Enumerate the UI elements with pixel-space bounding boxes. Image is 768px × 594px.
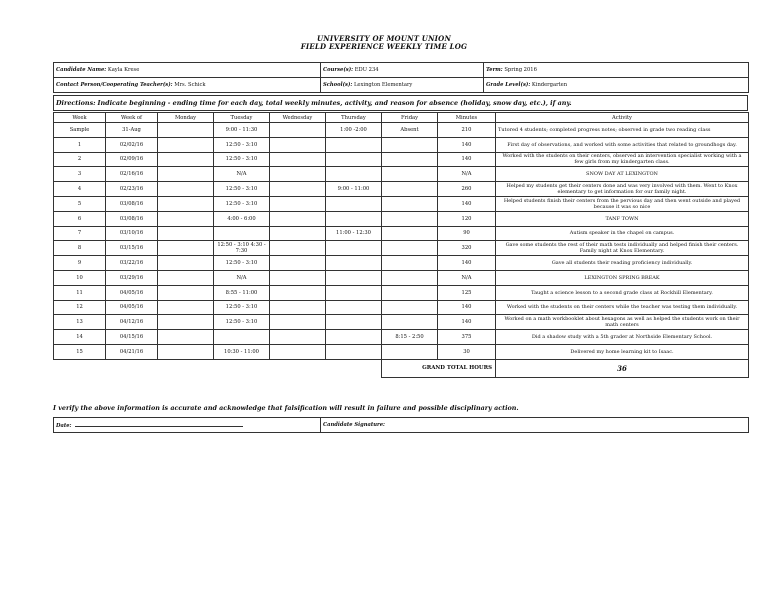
week-of-cell: 02/16/16 bbox=[106, 167, 158, 182]
activity-cell: LEXINGTON SPRING BREAK bbox=[496, 270, 749, 285]
info-row-2 bbox=[54, 78, 749, 93]
week-cell: 10 bbox=[54, 270, 106, 285]
friday-cell bbox=[382, 211, 438, 226]
time-log-table bbox=[53, 112, 749, 378]
wednesday-cell bbox=[270, 344, 326, 359]
grand-total-value: 36 bbox=[496, 359, 749, 377]
wednesday-cell bbox=[270, 137, 326, 152]
week-of-cell: 02/23/16 bbox=[106, 182, 158, 197]
activity-cell: Delivered my home learning kit to Isaac. bbox=[496, 344, 749, 359]
table-row bbox=[54, 196, 749, 211]
signature-row bbox=[54, 418, 749, 433]
time-log-body bbox=[54, 113, 749, 360]
school-value: Lexington Elementary bbox=[353, 82, 413, 88]
minutes-cell: 140 bbox=[438, 137, 496, 152]
tuesday-cell: 12:50 - 3:10 bbox=[214, 182, 270, 197]
week-of-cell: 03/10/16 bbox=[106, 226, 158, 241]
tuesday-cell: 12:50 - 3:10 bbox=[214, 315, 270, 330]
grand-total-label: GRAND TOTAL HOURS bbox=[382, 359, 496, 377]
thursday-cell bbox=[326, 315, 382, 330]
contact-value: Mrs. Schick bbox=[174, 82, 206, 88]
week-cell: 1 bbox=[54, 137, 106, 152]
monday-cell bbox=[158, 300, 214, 315]
thursday-cell: 11:00 - 12:30 bbox=[326, 226, 382, 241]
wednesday-cell bbox=[270, 256, 326, 271]
candidate-name-label: Candidate Name: bbox=[56, 67, 107, 73]
friday-cell bbox=[382, 152, 438, 167]
week-of-cell: 03/22/16 bbox=[106, 256, 158, 271]
week-cell: 7 bbox=[54, 226, 106, 241]
thursday-cell bbox=[326, 256, 382, 271]
tuesday-cell: 8:55 - 11:00 bbox=[214, 285, 270, 300]
table-row bbox=[54, 241, 749, 256]
minutes-cell: 140 bbox=[438, 315, 496, 330]
activity-cell: Worked on a math workbooklet about hexagons as well as helped the students work on their math centers bbox=[496, 315, 749, 330]
date-label: Date: bbox=[56, 423, 72, 429]
thursday-cell bbox=[326, 196, 382, 211]
thursday-cell bbox=[326, 241, 382, 256]
term-value: Spring 2016 bbox=[504, 67, 537, 73]
candidate-name-cell bbox=[54, 63, 321, 78]
directions-table bbox=[53, 95, 748, 111]
wednesday-cell bbox=[270, 241, 326, 256]
friday-cell: Absent bbox=[382, 123, 438, 138]
course-value: EDU 234 bbox=[354, 67, 379, 73]
week-cell: 6 bbox=[54, 211, 106, 226]
monday-cell bbox=[158, 315, 214, 330]
term-label: Term: bbox=[486, 67, 503, 73]
tuesday-cell: 10:30 - 11:00 bbox=[214, 344, 270, 359]
wednesday-cell bbox=[270, 196, 326, 211]
activity-cell: SNOW DAY AT LEXINGTON bbox=[496, 167, 749, 182]
tuesday-cell: 9:00 - 11:30 bbox=[214, 123, 270, 138]
week-cell: 3 bbox=[54, 167, 106, 182]
monday-cell bbox=[158, 226, 214, 241]
term-cell bbox=[484, 63, 749, 78]
contact-cell bbox=[54, 78, 321, 93]
monday-cell bbox=[158, 256, 214, 271]
minutes-cell: N/A bbox=[438, 167, 496, 182]
week-cell: Sample bbox=[54, 123, 106, 138]
week-cell: 11 bbox=[54, 285, 106, 300]
candidate-info-table bbox=[53, 62, 749, 93]
grand-total-row bbox=[54, 359, 749, 377]
activity-cell: Helped students finish their centers from the pervious day and then went outside and played because it was so nice bbox=[496, 196, 749, 211]
tuesday-cell: 12:50 - 3:10 bbox=[214, 152, 270, 167]
friday-cell bbox=[382, 344, 438, 359]
thursday-cell: 1:00 -2:00 bbox=[326, 123, 382, 138]
week-of-cell: 03/08/16 bbox=[106, 211, 158, 226]
friday-cell bbox=[382, 137, 438, 152]
tuesday-cell: 12:50 - 3:10 bbox=[214, 137, 270, 152]
date-cell bbox=[54, 418, 321, 433]
tuesday-cell: 12:50 - 3:10 bbox=[214, 196, 270, 211]
tuesday-cell: 4:00 - 6:00 bbox=[214, 211, 270, 226]
week-cell: 13 bbox=[54, 315, 106, 330]
friday-cell bbox=[382, 226, 438, 241]
activity-cell: Tutored 4 students; completed progress notes; observed in grade two reading class bbox=[496, 123, 749, 138]
wednesday-cell bbox=[270, 211, 326, 226]
activity-cell: Gave all students their reading proficiency individually. bbox=[496, 256, 749, 271]
wednesday-cell bbox=[270, 167, 326, 182]
verification-statement: I verify the above information is accurate and acknowledge that falsification will result in failure and possible disciplinary action. bbox=[53, 404, 519, 412]
table-row bbox=[54, 152, 749, 167]
monday-cell bbox=[158, 344, 214, 359]
grand-total-spacer bbox=[54, 359, 382, 377]
col-header-thursday: Thursday bbox=[326, 113, 382, 123]
wednesday-cell bbox=[270, 330, 326, 345]
monday-cell bbox=[158, 330, 214, 345]
monday-cell bbox=[158, 270, 214, 285]
friday-cell bbox=[382, 300, 438, 315]
tuesday-cell bbox=[214, 226, 270, 241]
thursday-cell bbox=[326, 137, 382, 152]
col-header-activity: Activity bbox=[496, 113, 749, 123]
monday-cell bbox=[158, 211, 214, 226]
date-line[interactable] bbox=[75, 421, 243, 427]
minutes-cell: 375 bbox=[438, 330, 496, 345]
col-header-tuesday: Tuesday bbox=[214, 113, 270, 123]
wednesday-cell bbox=[270, 123, 326, 138]
friday-cell bbox=[382, 182, 438, 197]
table-row bbox=[54, 256, 749, 271]
week-of-cell: 04/12/16 bbox=[106, 315, 158, 330]
candidate-signature-cell[interactable] bbox=[321, 418, 749, 433]
monday-cell bbox=[158, 241, 214, 256]
table-row bbox=[54, 182, 749, 197]
week-cell: 14 bbox=[54, 330, 106, 345]
directions-row bbox=[54, 96, 748, 111]
week-cell: 2 bbox=[54, 152, 106, 167]
tuesday-cell: 12:50 - 3:10 4:30 - 7:30 bbox=[214, 241, 270, 256]
week-cell: 8 bbox=[54, 241, 106, 256]
thursday-cell bbox=[326, 330, 382, 345]
thursday-cell bbox=[326, 300, 382, 315]
monday-cell bbox=[158, 137, 214, 152]
thursday-cell bbox=[326, 344, 382, 359]
table-row bbox=[54, 285, 749, 300]
minutes-cell: 140 bbox=[438, 300, 496, 315]
week-of-cell: 03/08/16 bbox=[106, 196, 158, 211]
minutes-cell: N/A bbox=[438, 270, 496, 285]
wednesday-cell bbox=[270, 270, 326, 285]
table-row bbox=[54, 211, 749, 226]
minutes-cell: 140 bbox=[438, 152, 496, 167]
activity-cell: Did a shadow study with a 5th grader at Northside Elementary School. bbox=[496, 330, 749, 345]
wednesday-cell bbox=[270, 152, 326, 167]
school-cell bbox=[321, 78, 484, 93]
friday-cell bbox=[382, 270, 438, 285]
school-label: School(s): bbox=[323, 82, 353, 88]
table-row bbox=[54, 300, 749, 315]
week-of-cell: 04/05/16 bbox=[106, 300, 158, 315]
week-of-cell: 02/02/16 bbox=[106, 137, 158, 152]
tuesday-cell bbox=[214, 330, 270, 345]
week-of-cell: 03/29/16 bbox=[106, 270, 158, 285]
table-row bbox=[54, 167, 749, 182]
activity-cell: Autism speaker in the chapel on campus. bbox=[496, 226, 749, 241]
wednesday-cell bbox=[270, 226, 326, 241]
course-cell bbox=[321, 63, 484, 78]
form-title: FIELD EXPERIENCE WEEKLY TIME LOG bbox=[300, 42, 468, 51]
directions-text: Indicate beginning - ending time for each day, total weekly minutes, activity, and reason for absence (holiday, snow day, etc.), if any. bbox=[97, 99, 572, 107]
course-label: Course(s): bbox=[323, 67, 354, 73]
week-cell: 12 bbox=[54, 300, 106, 315]
activity-cell: Worked with the students on their centers while the teacher was testing them individually. bbox=[496, 300, 749, 315]
thursday-cell bbox=[326, 285, 382, 300]
week-of-cell: 03/15/16 bbox=[106, 241, 158, 256]
candidate-name-value: Kayla Krese bbox=[107, 67, 140, 73]
week-of-cell: 31-Aug bbox=[106, 123, 158, 138]
minutes-cell: 140 bbox=[438, 196, 496, 211]
activity-cell: Helped my students get their centers done and was very involved with them. Went to Knox elementary to get information for our family night. bbox=[496, 182, 749, 197]
week-of-cell: 04/21/16 bbox=[106, 344, 158, 359]
col-header-minutes: Minutes bbox=[438, 113, 496, 123]
activity-cell: TANF TOWN bbox=[496, 211, 749, 226]
thursday-cell: 9:00 - 11:00 bbox=[326, 182, 382, 197]
tuesday-cell: N/A bbox=[214, 167, 270, 182]
week-of-cell: 04/05/16 bbox=[106, 285, 158, 300]
week-of-cell: 04/15/16 bbox=[106, 330, 158, 345]
monday-cell bbox=[158, 285, 214, 300]
table-row bbox=[54, 226, 749, 241]
week-of-cell: 02/09/16 bbox=[106, 152, 158, 167]
col-header-week: Week bbox=[54, 113, 106, 123]
friday-cell bbox=[382, 256, 438, 271]
minutes-cell: 120 bbox=[438, 211, 496, 226]
monday-cell bbox=[158, 182, 214, 197]
activity-cell: Worked with the students on their centers, observed an intervention specialist working with a few girls from my kindergarten class. bbox=[496, 152, 749, 167]
thursday-cell bbox=[326, 270, 382, 285]
friday-cell bbox=[382, 241, 438, 256]
table-row bbox=[54, 123, 749, 138]
wednesday-cell bbox=[270, 300, 326, 315]
week-cell: 15 bbox=[54, 344, 106, 359]
activity-cell: Gave some students the rest of their math tests individually and helped finish their centers. Family night at Knox Elementary. bbox=[496, 241, 749, 256]
candidate-signature-label: Candidate Signature: bbox=[323, 422, 385, 428]
minutes-cell: 210 bbox=[438, 123, 496, 138]
monday-cell bbox=[158, 167, 214, 182]
header-row bbox=[54, 113, 749, 123]
grade-value: Kindergarten bbox=[531, 82, 568, 88]
grade-cell bbox=[484, 78, 749, 93]
directions-cell bbox=[54, 96, 748, 111]
thursday-cell bbox=[326, 167, 382, 182]
directions-label: Directions: bbox=[56, 99, 96, 107]
info-row-1 bbox=[54, 63, 749, 78]
university-title: UNIVERSITY OF MOUNT UNION bbox=[316, 34, 452, 43]
table-row bbox=[54, 270, 749, 285]
table-row bbox=[54, 330, 749, 345]
minutes-cell: 320 bbox=[438, 241, 496, 256]
week-cell: 5 bbox=[54, 196, 106, 211]
contact-label: Contact Person/Cooperating Teacher(s): bbox=[56, 82, 173, 88]
minutes-cell: 140 bbox=[438, 256, 496, 271]
minutes-cell: 90 bbox=[438, 226, 496, 241]
minutes-cell: 30 bbox=[438, 344, 496, 359]
grade-label: Grade Level(s): bbox=[486, 82, 531, 88]
table-row bbox=[54, 137, 749, 152]
tuesday-cell: 12:50 - 3:10 bbox=[214, 256, 270, 271]
activity-cell: Taught a science lesson to a second grade class at Rockhill Elementary. bbox=[496, 285, 749, 300]
col-header-week-of: Week of bbox=[106, 113, 158, 123]
table-row bbox=[54, 344, 749, 359]
thursday-cell bbox=[326, 211, 382, 226]
thursday-cell bbox=[326, 152, 382, 167]
week-cell: 9 bbox=[54, 256, 106, 271]
tuesday-cell: N/A bbox=[214, 270, 270, 285]
col-header-wednesday: Wednesday bbox=[270, 113, 326, 123]
wednesday-cell bbox=[270, 182, 326, 197]
signature-table bbox=[53, 417, 749, 433]
col-header-monday: Monday bbox=[158, 113, 214, 123]
minutes-cell: 260 bbox=[438, 182, 496, 197]
friday-cell bbox=[382, 315, 438, 330]
friday-cell bbox=[382, 167, 438, 182]
minutes-cell: 125 bbox=[438, 285, 496, 300]
table-row bbox=[54, 315, 749, 330]
friday-cell: 8:15 - 2:50 bbox=[382, 330, 438, 345]
friday-cell bbox=[382, 196, 438, 211]
monday-cell bbox=[158, 196, 214, 211]
tuesday-cell: 12:50 - 3:10 bbox=[214, 300, 270, 315]
col-header-friday: Friday bbox=[382, 113, 438, 123]
week-cell: 4 bbox=[54, 182, 106, 197]
monday-cell bbox=[158, 152, 214, 167]
activity-cell: First day of observations, and worked with some activities that related to groundhogs day. bbox=[496, 137, 749, 152]
wednesday-cell bbox=[270, 285, 326, 300]
friday-cell bbox=[382, 285, 438, 300]
wednesday-cell bbox=[270, 315, 326, 330]
monday-cell bbox=[158, 123, 214, 138]
